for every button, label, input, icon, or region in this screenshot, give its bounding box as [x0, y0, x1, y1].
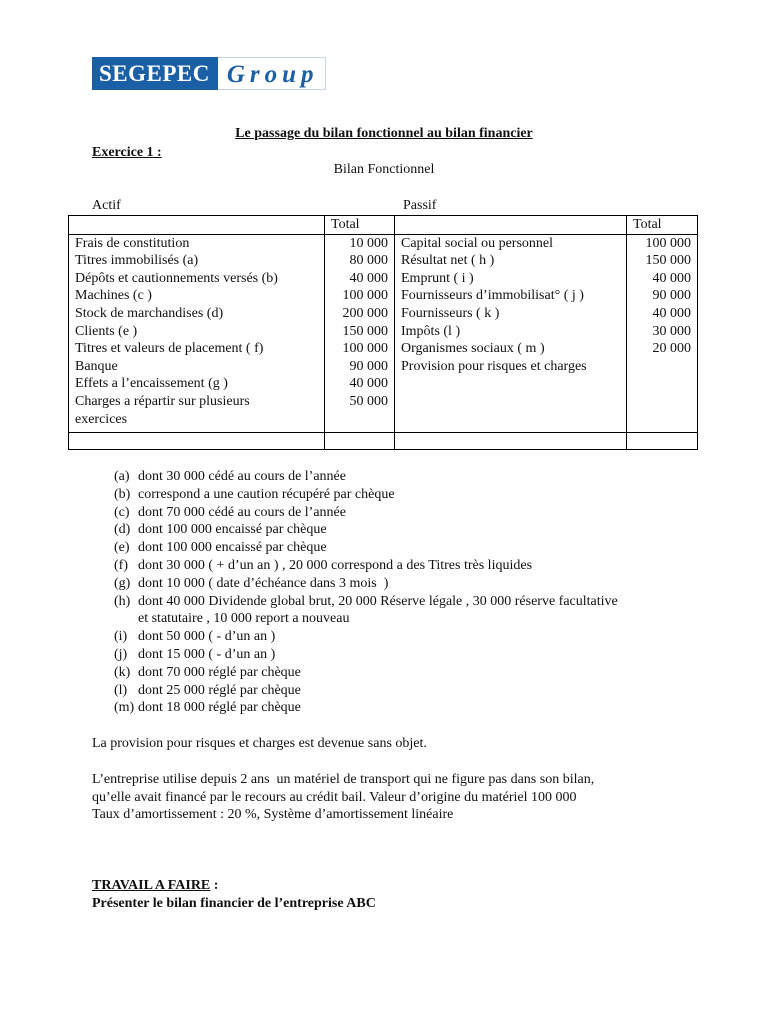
page-title: Le passage du bilan fonctionnel au bilan financier [235, 126, 533, 141]
note-item [114, 557, 618, 575]
passif-label: Passif [403, 198, 437, 213]
exercice-heading: Exercice 1 : [92, 145, 162, 160]
note-label: (e) [114, 540, 130, 556]
note-label: (m) [114, 700, 135, 716]
note-item [114, 593, 618, 611]
note-label: (b) [114, 486, 131, 502]
actif-item-label: Banque [75, 358, 118, 374]
note-text: dont 70 000 réglé par chèque [138, 664, 301, 680]
provision-paragraph: La provision pour risques et charges est devenue sans objet. [92, 736, 427, 751]
actif-item-label: Dépôts et cautionnements versés (b) [75, 270, 278, 286]
passif-values-cell [627, 234, 698, 432]
note-text: dont 10 000 ( date d’échéance dans 3 mois ) [138, 575, 389, 591]
actif-item-value: 40 000 [349, 270, 388, 286]
note-label: (k) [114, 664, 131, 680]
note-item [114, 664, 618, 682]
credit-bail-paragraph [92, 771, 594, 824]
passif-total-header: Total [627, 216, 698, 235]
actif-labels-cell [69, 234, 325, 432]
notes-list [114, 468, 618, 717]
note-label: (h) [114, 593, 131, 609]
passif-item-label: Fournisseurs d’immobilisat° ( j ) [401, 288, 584, 304]
credit-bail-line: Taux d’amortissement : 20 %, Système d’amortissement linéaire [92, 807, 454, 822]
actif-item-label: Titres et valeurs de placement ( f) [75, 341, 264, 357]
note-text: dont 30 000 cédé au cours de l’année [138, 469, 346, 484]
note-item [114, 699, 618, 717]
passif-item-value: 90 000 [652, 288, 691, 304]
note-item [114, 504, 618, 522]
travail-suffix: : [210, 878, 219, 893]
table-body-row [69, 234, 698, 432]
actif-item-label: exercices [75, 411, 128, 427]
note-label: (d) [114, 522, 131, 538]
note-item [114, 646, 618, 664]
note-text: dont 15 000 ( - d’un an ) [138, 646, 276, 662]
note-label: (f) [114, 557, 128, 573]
table-foot-cell [325, 432, 395, 449]
note-text: dont 100 000 encaissé par chèque [138, 522, 327, 538]
actif-item-value: 80 000 [349, 253, 388, 269]
actif-item-value: 40 000 [349, 376, 388, 392]
credit-bail-line: qu’elle avait financé par le recours au crédit bail. Valeur d’origine du matériel 100 000 [92, 789, 577, 805]
note-text: dont 50 000 ( - d’un an ) [138, 629, 276, 645]
logo-segepec-text: SEGEPEC [92, 57, 218, 90]
actif-item-value: 150 000 [342, 323, 388, 339]
passif-item-value: 150 000 [645, 253, 691, 269]
passif-item-value: 30 000 [652, 323, 691, 339]
passif-item-label: Organismes sociaux ( m ) [401, 341, 545, 357]
actif-item-label: Clients (e ) [75, 323, 138, 339]
bilan-table [68, 215, 698, 450]
note-label: (c) [114, 504, 130, 520]
actif-item-value: 50 000 [349, 393, 388, 409]
table-header-cell [69, 216, 325, 235]
note-text: dont 100 000 encaissé par chèque [138, 540, 327, 556]
passif-item-label: Impôts (l ) [401, 323, 461, 339]
table-header-row [69, 216, 698, 235]
note-text: dont 25 000 réglé par chèque [138, 682, 301, 698]
note-item [114, 486, 618, 504]
note-label [114, 610, 138, 628]
actif-item-value: 10 000 [349, 235, 388, 251]
actif-item-label: Stock de marchandises (d) [75, 305, 224, 321]
passif-item-label: Capital social ou personnel [401, 235, 554, 251]
table-header-cell [395, 216, 627, 235]
note-item [114, 521, 618, 539]
actif-item-label: Effets a l’encaissement (g ) [75, 376, 228, 392]
table-foot-cell [69, 432, 325, 449]
note-label: (a) [114, 469, 130, 484]
note-label: (i) [114, 629, 128, 645]
travail-heading [92, 878, 218, 894]
note-text: dont 30 000 ( + d’un an ) , 20 000 correspond a des Titres très liquides [138, 557, 533, 573]
passif-item-value: 40 000 [652, 305, 691, 321]
note-item [114, 539, 618, 557]
note-text: dont 18 000 réglé par chèque [138, 700, 301, 716]
actif-item-value: 90 000 [349, 358, 388, 374]
note-item [114, 628, 618, 646]
actif-item-value: 100 000 [342, 288, 388, 304]
passif-item-value: 20 000 [652, 341, 691, 357]
actif-item-label: Titres immobilisés (a) [75, 253, 199, 269]
note-text: dont 40 000 Dividende global brut, 20 000 Réserve légale , 30 000 réserve facultative [138, 593, 618, 609]
credit-bail-line: L’entreprise utilise depuis 2 ans un matériel de transport qui ne figure pas dans son bilan, [92, 772, 595, 787]
actif-total-header: Total [325, 216, 395, 235]
actif-item-value: 200 000 [342, 305, 388, 321]
logo-group-text: Group [218, 57, 326, 90]
passif-item-value: 100 000 [645, 235, 691, 251]
passif-item-label: Provision pour risques et charges [401, 358, 587, 374]
table-foot-cell [395, 432, 627, 449]
actif-item-label: Charges a répartir sur plusieurs [75, 393, 250, 409]
passif-item-label: Résultat net ( h ) [401, 253, 495, 269]
task-instruction: Présenter le bilan financier de l’entreprise ABC [92, 896, 376, 911]
passif-item-label: Emprunt ( i ) [401, 270, 474, 286]
note-label: (j) [114, 646, 128, 662]
note-text: et statutaire , 10 000 report a nouveau [138, 611, 350, 627]
passif-labels-cell [395, 234, 627, 432]
segepec-logo [92, 57, 326, 90]
travail-label: TRAVAIL A FAIRE [92, 878, 211, 893]
note-item [114, 682, 618, 700]
note-label: (l) [114, 682, 128, 698]
actif-label: Actif [92, 198, 121, 213]
note-item [114, 575, 618, 593]
table-foot-cell [627, 432, 698, 449]
actif-item-label: Machines (c ) [75, 288, 152, 304]
actif-item-label: Frais de constitution [75, 235, 190, 251]
note-item [114, 610, 618, 628]
note-label: (g) [114, 575, 131, 591]
actif-item-value: 100 000 [342, 341, 388, 357]
note-text: dont 70 000 cédé au cours de l’année [138, 504, 346, 520]
actif-values-cell [325, 234, 395, 432]
passif-item-value: 40 000 [652, 270, 691, 286]
passif-item-label: Fournisseurs ( k ) [401, 305, 500, 321]
bilan-subtitle: Bilan Fonctionnel [333, 162, 435, 177]
table-total-row [69, 432, 698, 449]
note-item [114, 468, 618, 486]
note-text: correspond a une caution récupéré par chèque [138, 486, 395, 502]
